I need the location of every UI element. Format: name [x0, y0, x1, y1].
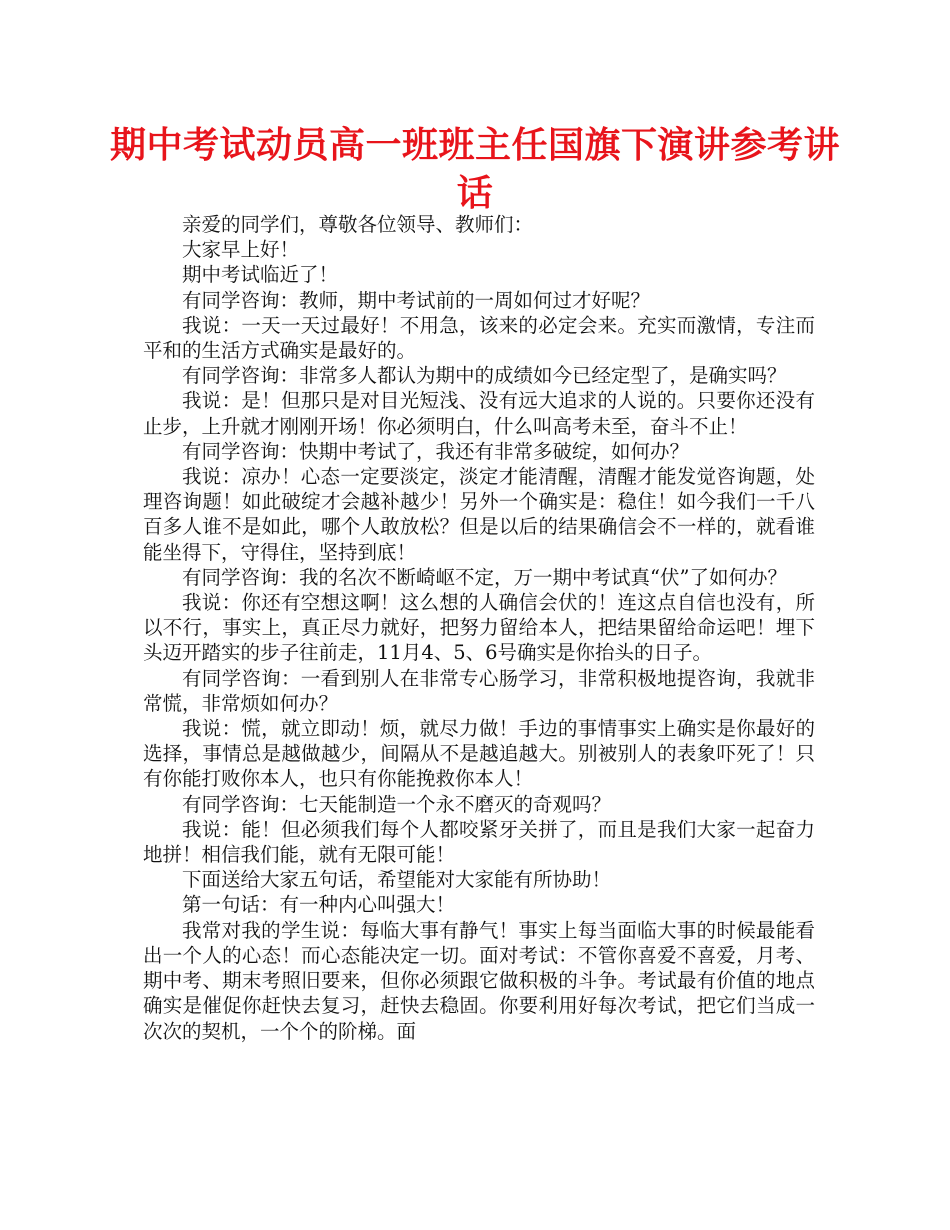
paragraph: 我说：是！但那只是对目光短浅、没有远大追求的人说的。只要你还没有止步，上升就才刚刚开场！你必须明白，什么叫高考未至，奋斗不止！	[143, 389, 815, 438]
paragraph: 我说：慌，就立即动！烦，就尽力做！手边的事情事实上确实是你最好的选择，事情总是越做越少，间隔从不是越追越大。别被别人的表象吓死了！只有你能打败你本人，也只有你能挽救你本人！	[143, 717, 815, 791]
paragraph: 有同学咨询：我的名次不断崎岖不定，万一期中考试真“伏”了如何办？	[182, 565, 787, 589]
paragraph: 我说：能！但必须我们每个人都咬紧牙关拼了，而且是我们大家一起奋力地拼！相信我们能，就有无限可能！	[143, 817, 815, 867]
paragraph: 有同学咨询：快期中考试了，我还有非常多破绽，如何办？	[182, 439, 690, 463]
paragraph: 期中考试临近了！	[182, 263, 339, 287]
paragraph: 亲爱的同学们，尊敬各位领导、教师们：	[182, 213, 534, 236]
paragraph: 我常对我的学生说：每临大事有静气！事实上每当面临大事的时候最能看出一个人的心态！而心态能决定一切。面对考试：不管你喜爱不喜爱，月考、期中考、期末考照旧要来，但你必须跟它做积极的斗争。考试最有价值的地点确实是催促你赶快去复习，赶快去稳固。你要利用好每次考试，把它们当成一次次的契机，一个个的阶梯。面	[143, 918, 815, 1043]
paragraph: 大家早上好！	[182, 238, 300, 262]
paragraph: 我说：你还有空想这啊！这么想的人确信会伏的！连这点自信也没有，所以不行，事实上，真正尽力就好，把努力留给本人，把结果留给命运吧！埋下头迈开踏实的步子往前走，11月4、5、6号确实是你抬头的日子。	[143, 591, 815, 665]
paragraph: 第一句话：有一种内心叫强大！	[182, 893, 456, 917]
paragraph: 有同学咨询：七天能制造一个永不磨灭的奇观吗？	[182, 792, 612, 816]
paragraph: 下面送给大家五句话，希望能对大家能有所协助！	[182, 868, 612, 892]
page-title: 期中考试动员高一班班主任国旗下演讲参考讲话	[109, 125, 840, 214]
paragraph: 我说：凉办！心态一定要淡定，淡定才能清醒，清醒才能发觉咨询题，处理咨询题！如此破绽才会越补越少！另外一个确实是：稳住！如今我们一千八百多人谁不是如此，哪个人敢放松？但是以后的结果确信会不一样的，就看谁能坐得下，守得住，坚持到底！	[143, 465, 815, 564]
paragraph: 有同学咨询：非常多人都认为期中的成绩如今已经定型了，是确实吗？	[182, 364, 787, 388]
document-body	[143, 212, 815, 1044]
paragraph: 我说：一天一天过最好！不用急，该来的必定会来。充实而激情，专注而平和的生活方式确实是最好的。	[143, 313, 815, 363]
paragraph: 有同学咨询：教师，期中考试前的一周如何过才好呢？	[182, 288, 651, 312]
paragraph: 有同学咨询：一看到别人在非常专心肠学习，非常积极地提咨询，我就非常慌，非常烦如何办？	[143, 666, 815, 715]
